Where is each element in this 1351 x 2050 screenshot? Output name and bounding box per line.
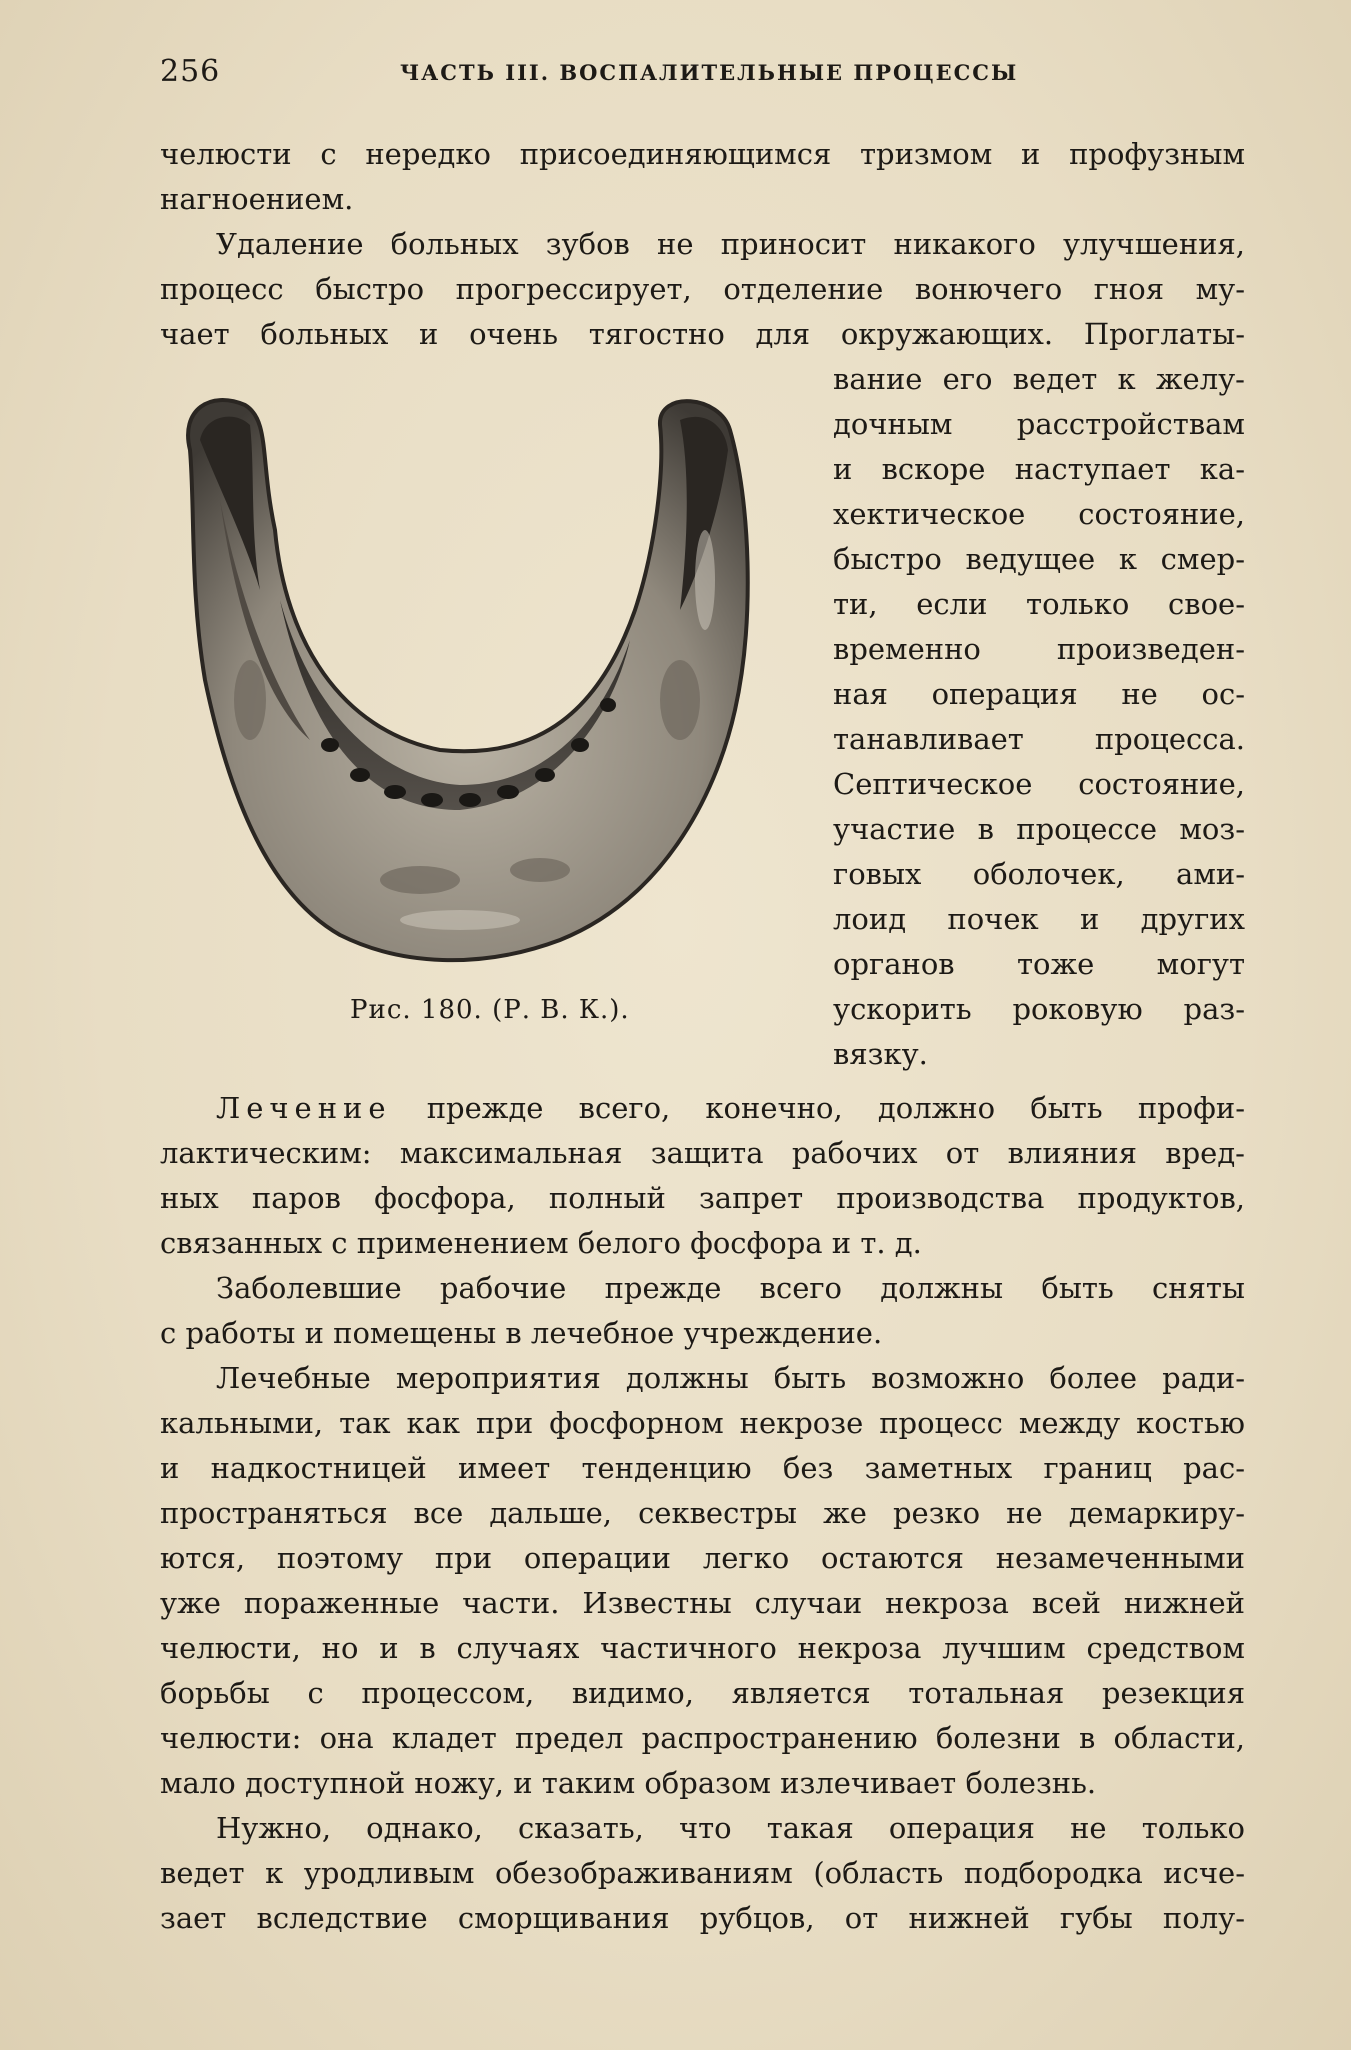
text-line: челюсти: она кладет предел распространению болезни в области,	[160, 1721, 1245, 1755]
text-line: Нужно, однако, сказать, что такая операция не только	[216, 1811, 1245, 1845]
figure-caption: Рис. 180. (Р. В. К.).	[350, 995, 630, 1025]
text-line: лоид почек и других	[833, 902, 1245, 936]
text-line: быстро ведущее к смер-	[833, 542, 1245, 576]
text-line: мало доступной ножу, и таким образом излечивает болезнь.	[160, 1766, 1097, 1800]
text-line: челюсти, но и в случаях частичного некроза лучшим средством	[160, 1631, 1245, 1665]
text-line: ных паров фосфора, полный запрет производства продуктов,	[160, 1181, 1245, 1215]
text-block-top	[160, 132, 1245, 357]
text-line	[160, 1086, 1245, 1131]
text-line: ти, если только свое-	[833, 587, 1245, 621]
text-line: участие в процессе моз-	[833, 812, 1245, 846]
text-line: связанных с применением белого фосфора и т. д.	[160, 1226, 922, 1260]
text-line: хектическое состояние,	[833, 497, 1245, 531]
text-line: пространяться все дальше, секвестры же резко не демаркиру-	[160, 1496, 1245, 1530]
text-line: Лечебные мероприятия должны быть возможно более ради-	[216, 1361, 1245, 1395]
text-line: Заболевшие рабочие прежде всего должны быть сняты	[216, 1271, 1245, 1305]
text-line: и надкостницей имеет тенденцию без заметных границ рас-	[160, 1451, 1245, 1485]
text-line: ускорить роковую раз-	[833, 992, 1245, 1026]
text-line: кальными, так как при фосфорном некрозе процесс между костью	[160, 1406, 1245, 1440]
figure-jaw-photo	[160, 380, 800, 980]
text-span: прежде всего, конечно, должно быть профи-	[391, 1091, 1245, 1125]
text-block-side	[833, 357, 1245, 1077]
text-line: нагноением.	[160, 182, 354, 216]
text-line: органов тоже могут	[833, 947, 1245, 981]
text-line: временно произведен-	[833, 632, 1245, 666]
text-line: Удаление больных зубов не приносит никакого улучшения,	[216, 227, 1245, 261]
text-line: танавливает процесса.	[833, 722, 1245, 756]
text-line: вязку.	[833, 1037, 928, 1071]
text-line: ются, поэтому при операции легко остаются незамеченными	[160, 1541, 1245, 1575]
text-line: с работы и помещены в лечебное учреждение.	[160, 1316, 883, 1350]
text-block-bottom	[160, 1086, 1245, 1941]
text-line: процесс быстро прогрессирует, отделение вонючего гноя му-	[160, 272, 1245, 306]
text-line: ведет к уродливым обезображиваниям (область подбородка исче-	[160, 1856, 1245, 1890]
text-line: челюсти с нередко присоединяющимся тризмом и профузным	[160, 137, 1245, 171]
text-line: Септическое состояние,	[833, 767, 1245, 801]
text-line: говых оболочек, ами-	[833, 857, 1245, 891]
text-line: вание его ведет к желу-	[833, 362, 1245, 396]
text-line: борьбы с процессом, видимо, является тотальная резекция	[160, 1676, 1245, 1710]
text-line: ная операция не ос-	[833, 677, 1245, 711]
mandible-image	[160, 380, 800, 980]
running-head: ЧАСТЬ III. ВОСПАЛИТЕЛЬНЫЕ ПРОЦЕССЫ	[400, 60, 1019, 85]
page-number: 256	[160, 54, 221, 89]
text-line: лактическим: максимальная защита рабочих от влияния вред-	[160, 1136, 1245, 1170]
text-line: уже пораженные части. Известны случаи некроза всей нижней	[160, 1586, 1245, 1620]
emphasis-word: Лечение	[216, 1091, 392, 1125]
page-header	[160, 54, 1245, 94]
text-line: дочным расстройствам	[833, 407, 1245, 441]
text-line: зает вследствие сморщивания рубцов, от нижней губы полу-	[160, 1901, 1245, 1935]
text-line: и вскоре наступает ка-	[833, 452, 1245, 486]
text-line: чает больных и очень тягостно для окружающих. Проглаты-	[160, 317, 1245, 351]
